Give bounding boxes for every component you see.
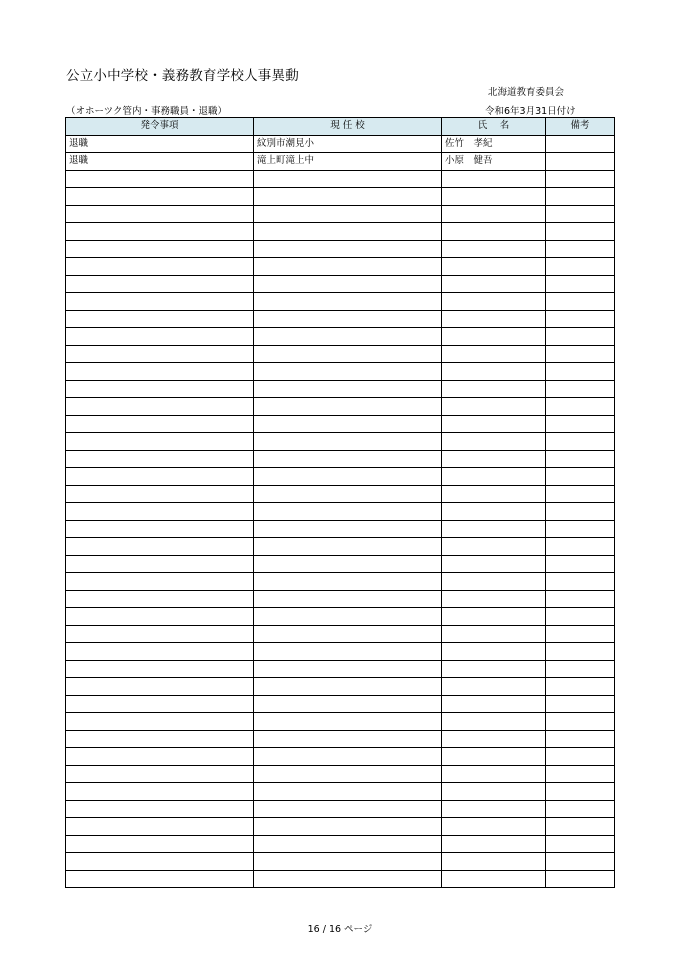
table-row [66,363,615,381]
table-row [66,695,615,713]
cell-current-school [254,555,442,573]
cell-remarks [546,555,615,573]
cell-order-item [66,678,254,696]
table-row [66,590,615,608]
cell-order-item [66,258,254,276]
cell-current-school [254,608,442,626]
cell-order-item [66,275,254,293]
table-row [66,520,615,538]
cell-current-school [254,678,442,696]
table-row [66,398,615,416]
table-header-row [66,118,615,136]
table-row [66,345,615,363]
cell-remarks [546,153,615,171]
table-row [66,660,615,678]
cell-current-school [254,573,442,591]
cell-name [442,503,546,521]
cell-order-item [66,660,254,678]
cell-current-school [254,590,442,608]
table-row [66,188,615,206]
cell-name [442,643,546,661]
cell-order-item [66,818,254,836]
cell-current-school [254,398,442,416]
cell-name [442,170,546,188]
cell-remarks [546,660,615,678]
cell-order-item [66,468,254,486]
cell-current-school [254,293,442,311]
cell-remarks [546,433,615,451]
cell-current-school [254,468,442,486]
cell-name [442,800,546,818]
table-row [66,608,615,626]
cell-current-school [254,363,442,381]
cell-order-item [66,520,254,538]
cell-remarks [546,800,615,818]
cell-remarks [546,625,615,643]
cell-current-school [254,643,442,661]
cell-current-school [254,188,442,206]
table-row [66,293,615,311]
cell-name [442,450,546,468]
cell-order-item [66,380,254,398]
table-row [66,643,615,661]
cell-order-item [66,503,254,521]
cell-current-school [254,485,442,503]
cell-remarks [546,310,615,328]
header-order-item: 発令事項 [66,118,254,136]
cell-name [442,258,546,276]
cell-name [442,590,546,608]
table-row [66,853,615,871]
cell-remarks [546,870,615,888]
table-row [66,800,615,818]
table-row [66,765,615,783]
cell-current-school [254,713,442,731]
table-row [66,678,615,696]
cell-name [442,818,546,836]
cell-order-item [66,293,254,311]
cell-remarks [546,205,615,223]
cell-remarks [546,345,615,363]
table-row [66,468,615,486]
cell-current-school [254,783,442,801]
cell-remarks [546,503,615,521]
table-row [66,625,615,643]
cell-current-school: 滝上町滝上中 [254,153,442,171]
cell-name [442,608,546,626]
cell-name [442,538,546,556]
cell-remarks [546,223,615,241]
cell-remarks [546,135,615,153]
cell-name [442,730,546,748]
header-name: 氏 名 [442,118,546,136]
cell-current-school [254,310,442,328]
table-row [66,870,615,888]
table-row [66,205,615,223]
cell-order-item [66,643,254,661]
cell-remarks [546,170,615,188]
cell-current-school [254,853,442,871]
cell-current-school [254,258,442,276]
cell-order-item [66,590,254,608]
cell-name [442,660,546,678]
table-row [66,380,615,398]
cell-name [442,678,546,696]
cell-remarks [546,240,615,258]
cell-name [442,713,546,731]
cell-order-item [66,240,254,258]
cell-current-school [254,748,442,766]
table-row [66,555,615,573]
table-row [66,415,615,433]
cell-remarks [546,258,615,276]
cell-order-item [66,573,254,591]
cell-remarks [546,398,615,416]
cell-current-school [254,538,442,556]
cell-current-school [254,730,442,748]
cell-remarks [546,835,615,853]
table-row [66,433,615,451]
document-subtitle: （オホーツク管内・事務職員・退職） [66,106,228,117]
cell-current-school [254,415,442,433]
cell-name [442,415,546,433]
cell-name [442,188,546,206]
cell-order-item: 退職 [66,135,254,153]
document-title: 公立小中学校・義務教育学校人事異動 [66,68,299,84]
cell-current-school [254,625,442,643]
cell-name: 小原 健吾 [442,153,546,171]
table-row [66,223,615,241]
cell-name [442,275,546,293]
cell-name [442,748,546,766]
table-row [66,485,615,503]
cell-remarks [546,520,615,538]
cell-remarks [546,608,615,626]
cell-order-item [66,695,254,713]
effective-date: 令和6年3月31日付け [485,106,576,117]
cell-name [442,380,546,398]
cell-current-school [254,380,442,398]
table-row [66,748,615,766]
cell-remarks [546,485,615,503]
cell-remarks [546,765,615,783]
cell-remarks [546,188,615,206]
cell-current-school [254,870,442,888]
cell-order-item [66,485,254,503]
cell-current-school [254,223,442,241]
table-row [66,503,615,521]
table-row [66,783,615,801]
cell-current-school [254,660,442,678]
cell-name [442,223,546,241]
cell-name [442,205,546,223]
table-row [66,135,615,153]
cell-remarks [546,415,615,433]
cell-order-item [66,363,254,381]
cell-current-school [254,450,442,468]
cell-name: 佐竹 孝紀 [442,135,546,153]
cell-remarks [546,643,615,661]
cell-order-item [66,328,254,346]
cell-order-item [66,625,254,643]
cell-remarks [546,573,615,591]
cell-name [442,765,546,783]
cell-current-school [254,503,442,521]
cell-remarks [546,853,615,871]
cell-remarks [546,468,615,486]
table-row [66,153,615,171]
cell-current-school [254,800,442,818]
table-row [66,818,615,836]
cell-order-item [66,170,254,188]
table-row [66,713,615,731]
cell-remarks [546,748,615,766]
cell-name [442,555,546,573]
table-row [66,538,615,556]
cell-remarks [546,328,615,346]
cell-order-item [66,433,254,451]
table-row [66,258,615,276]
cell-name [442,398,546,416]
cell-current-school [254,835,442,853]
cell-name [442,485,546,503]
cell-remarks [546,695,615,713]
cell-name [442,625,546,643]
cell-name [442,293,546,311]
table-row [66,730,615,748]
table-row [66,328,615,346]
cell-name [442,310,546,328]
cell-remarks [546,363,615,381]
cell-order-item [66,205,254,223]
cell-current-school [254,695,442,713]
cell-order-item [66,800,254,818]
cell-current-school [254,520,442,538]
cell-name [442,853,546,871]
cell-remarks [546,293,615,311]
cell-order-item [66,608,254,626]
cell-order-item [66,310,254,328]
cell-order-item [66,188,254,206]
table-row [66,240,615,258]
header-remarks: 備考 [546,118,615,136]
cell-remarks [546,713,615,731]
table-row [66,450,615,468]
cell-order-item [66,450,254,468]
cell-name [442,695,546,713]
table-row [66,310,615,328]
cell-name [442,468,546,486]
cell-remarks [546,678,615,696]
cell-current-school [254,205,442,223]
cell-remarks [546,730,615,748]
cell-name [442,573,546,591]
table-row [66,170,615,188]
cell-name [442,870,546,888]
cell-current-school [254,433,442,451]
cell-order-item [66,555,254,573]
cell-order-item [66,398,254,416]
table-row [66,275,615,293]
table-row [66,835,615,853]
page-number: 16 / 16 ページ [307,924,373,935]
cell-order-item [66,835,254,853]
personnel-table [65,117,615,888]
table-row [66,573,615,591]
cell-current-school [254,818,442,836]
table-body [66,135,615,888]
cell-remarks [546,783,615,801]
cell-name [442,433,546,451]
cell-order-item [66,415,254,433]
cell-current-school [254,765,442,783]
cell-order-item: 退職 [66,153,254,171]
cell-order-item [66,730,254,748]
cell-name [442,345,546,363]
cell-remarks [546,380,615,398]
cell-current-school [254,328,442,346]
cell-current-school [254,345,442,363]
issuing-organization: 北海道教育委員会 [488,87,565,98]
cell-name [442,835,546,853]
cell-remarks [546,590,615,608]
cell-remarks [546,538,615,556]
cell-current-school [254,170,442,188]
cell-name [442,328,546,346]
cell-current-school [254,240,442,258]
cell-remarks [546,275,615,293]
cell-order-item [66,748,254,766]
cell-name [442,240,546,258]
cell-order-item [66,870,254,888]
cell-name [442,783,546,801]
cell-name [442,520,546,538]
cell-remarks [546,818,615,836]
cell-order-item [66,853,254,871]
cell-remarks [546,450,615,468]
cell-order-item [66,783,254,801]
cell-order-item [66,713,254,731]
cell-order-item [66,538,254,556]
cell-order-item [66,345,254,363]
cell-order-item [66,765,254,783]
cell-name [442,363,546,381]
cell-order-item [66,223,254,241]
cell-current-school [254,275,442,293]
cell-current-school: 紋別市潮見小 [254,135,442,153]
header-current-school: 現 任 校 [254,118,442,136]
